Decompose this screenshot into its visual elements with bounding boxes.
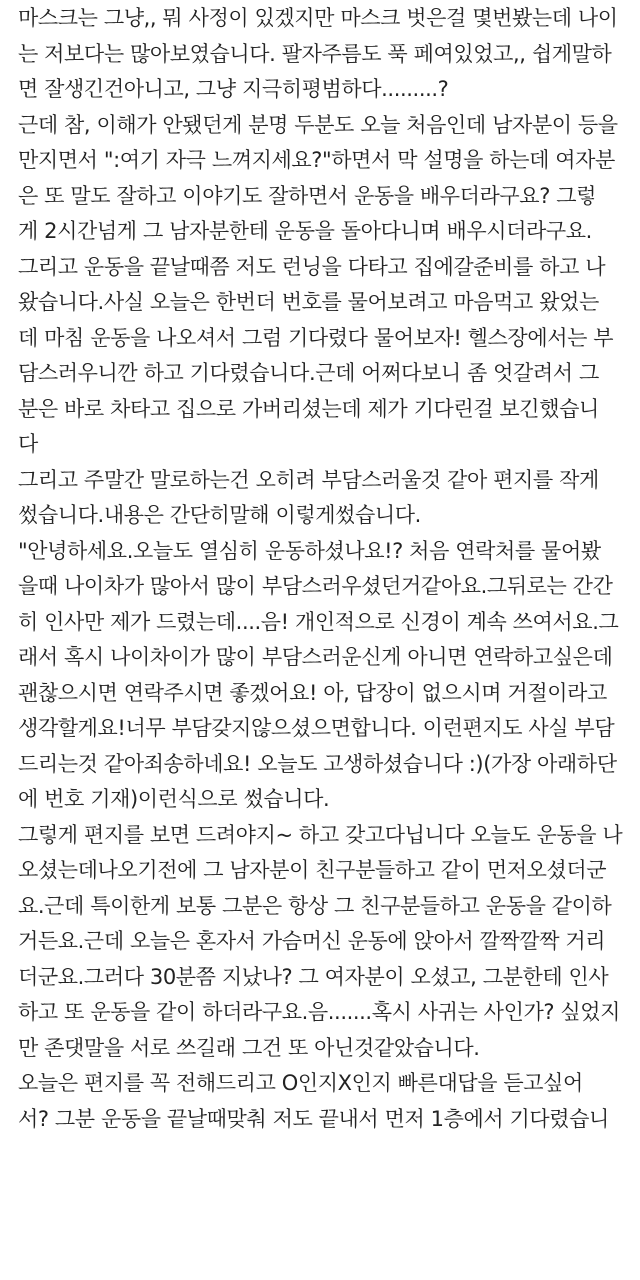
text-line: 근데 참, 이해가 안됐던게 분명 두분도 오늘 처음인데 남자분이 등을 [18, 112, 618, 137]
text-line: 분은 바로 차타고 집으로 가버리셨는데 제가 기다린걸 보긴했습니 [18, 396, 599, 421]
text-line: 히 인사만 제가 드렸는데....음! 개인적으로 신경이 계속 쓰여서요.그 [18, 609, 619, 634]
text-line: 마스크는 그냥,, 뭐 사정이 있겠지만 마스크 벗은걸 몇번봤는데 나이 [18, 6, 618, 30]
text-line: 왔습니다.사실 오늘은 한번더 번호를 물어보려고 마음먹고 왔었는 [18, 290, 599, 314]
text-line: 을때 나이차가 많아서 많이 부담스러우셨던거같아요.그뒤로는 간간 [18, 574, 613, 598]
text-line: 은 또 말도 잘하고 이야기도 잘하면서 운동을 배우더라구요? 그렇 [18, 183, 596, 208]
text-line: 거든요.근데 오늘은 혼자서 가슴머신 운동에 앉아서 깔짝깔짝 거리 [18, 929, 606, 953]
text-line: 래서 혹시 나이차이가 많이 부담스러운신게 아니면 연락하고싶은데 [18, 645, 613, 669]
text-line: 는 저보다는 많아보였습니다. 팔자주름도 푹 페여있었고,, 쉽게말하 [18, 41, 612, 66]
text-line: 그리고 주말간 말로하는건 오히려 부담스러울것 같아 편지를 작게 [18, 467, 599, 492]
text-line: 더군요.그러다 30분쯤 지났나? 그 여자분이 오셨고, 그분한테 인사 [18, 964, 609, 989]
text-line: 데 마침 운동을 나오셔서 그럼 기다렸다 물어보자! 헬스장에서는 부 [18, 325, 614, 350]
text-line: 게 2시간넘게 그 남자분한테 운동을 돌아다니며 배우시더라구요. [18, 219, 592, 243]
text-line: 생각할게요!너무 부담갖지않으셨으면합니다. 이런편지도 사실 부담 [18, 716, 615, 740]
text-line: 면 잘생긴건아니고, 그냥 지극히평범하다.........? [18, 77, 449, 101]
text-line: 다 [18, 432, 38, 456]
text-line: 썼습니다.내용은 간단히말해 이렇게썼습니다. [18, 503, 421, 527]
text-line: 서? 그분 운동을 끝날때맞춰 저도 끝내서 먼저 1층에서 기다렸습니 [18, 1106, 609, 1131]
text-line: 만지면서 ":여기 자극 느껴지세요?"하면서 막 설명을 하는데 여자분 [18, 148, 615, 172]
text-line: "안녕하세요.오늘도 열심히 운동하셨나요!? 처음 연락처를 물어봤 [18, 538, 601, 563]
text-line: 괜찮으시면 연락주시면 좋겠어요! 아, 답장이 없으시며 거절이라고 [18, 680, 607, 705]
text-line: 오셨는데나오기전에 그 남자분이 친구분들하고 같이 먼저오셨더군 [18, 858, 607, 882]
text-line: 오늘은 편지를 꼭 전해드리고 O인지X인지 빠른대답을 듣고싶어 [18, 1071, 583, 1095]
text-line: 요.근데 특이한게 보통 그분은 항상 그 친구분들하고 운동을 같이하 [18, 893, 612, 918]
text-line: 그렇게 편지를 보면 드려야지~ 하고 갖고다닙니다 오늘도 운동을 나 [18, 822, 623, 847]
text-line: 그리고 운동을 끝날때쯤 저도 런닝을 다타고 집에갈준비를 하고 나 [18, 254, 606, 279]
text-line: 에 번호 기재)이런식으로 썼습니다. [18, 787, 330, 811]
text-line: 만 존댓말을 서로 쓰길래 그건 또 아닌것같았습니다. [18, 1035, 480, 1060]
text-line: 하고 또 운동을 같이 하더라구요.음.......혹시 사귀는 사인가? 싶었지 [18, 1000, 621, 1024]
text-line: 담스러우니깐 하고 기다렸습니다.근데 어쩌다보니 좀 엇갈려서 그 [18, 361, 599, 385]
text-line: 드리는것 같아죄송하네요! 오늘도 고생하셨습니다 :)(가장 아래하단 [18, 751, 617, 776]
